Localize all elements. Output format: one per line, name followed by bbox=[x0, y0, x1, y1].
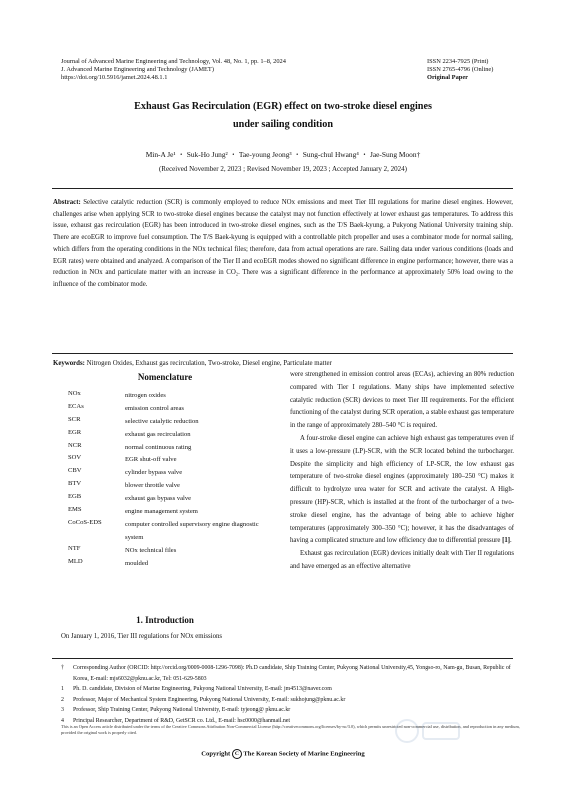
copyright-icon: C bbox=[232, 749, 242, 759]
copyright-prefix: Copyright bbox=[201, 750, 231, 758]
footnote bbox=[61, 684, 521, 695]
abstract bbox=[53, 197, 513, 291]
right-column bbox=[290, 369, 514, 574]
divider-abstract-bottom bbox=[52, 353, 513, 354]
nomenclature-definition: EGR shut-off valve bbox=[125, 456, 177, 464]
section-title-introduction: 1. Introduction bbox=[136, 615, 194, 625]
footnote-text: Ph. D. candidate, Division of Marine Engineering, Pukyong National University, E-mail: jm4513@naver.com bbox=[73, 686, 332, 692]
title-line-1: Exhaust Gas Recirculation (EGR) effect on two-stroke diesel engines bbox=[134, 101, 432, 112]
nomenclature-abbr: NTF bbox=[68, 544, 81, 552]
license-notice: This is an Open Access article distributed under the terms of the Creative Commons Attribution Non-Commercial License (http://creativecommons.org/licenses/by-nc/3.0), which permits unrestricted non-commercial use, distribution, and reproduction in any medium, provided the original work is properly cited. bbox=[61, 724, 520, 735]
nomenclature-row bbox=[68, 467, 278, 480]
nomenclature-abbr: BTV bbox=[68, 480, 82, 488]
footnote-text: Professor, Ship Training Center, Pukyong National University, E-mail: tyjeong@ pknu.ac.kr bbox=[73, 707, 291, 713]
citation-ref-1[interactable]: [1] bbox=[502, 537, 511, 545]
journal-citation: Journal of Advanced Marine Engineering and Technology, Vol. 48, No. 1, pp. 1–8, 2024 bbox=[61, 58, 286, 65]
nomenclature-row bbox=[68, 506, 278, 519]
issn-online: ISSN 2765-4796 (Online) bbox=[427, 66, 494, 74]
keywords-label: Keywords: bbox=[53, 360, 85, 367]
issn-print: ISSN 2234-7925 (Print) bbox=[427, 58, 489, 65]
intro-paragraph-2: A four-stroke diesel engine can achieve high exhaust gas temperatures even if it uses a low-pressure (LP)-SCR, with the SCR located behind the turbocharger. Despite the simplicity and high efficiency of LP-SCR, the low exhaust gas temperature of two-stroke diesel engines (approximately 180–250 °C) makes it difficult to hydrolyze urea water for SCR and activate the catalyst. A High-pressure (HP)-SCR, which is installed at the front of the turbocharger of a two-stroke diesel engine, has the advantage of being able to achieve higher temperatures (approximately 300–350 °C); however, it has the disadvantages of having a complicated structure and low efficiency due to differential pressure [1]. bbox=[290, 434, 514, 545]
nomenclature-abbr: MLD bbox=[68, 557, 83, 565]
nomenclature-abbr: SOV bbox=[68, 454, 82, 462]
nomenclature-abbr: CoCoS-EDS bbox=[68, 518, 102, 526]
footnote-mark: 2 bbox=[61, 696, 64, 703]
nomenclature-row bbox=[68, 519, 278, 545]
nomenclature-title: Nomenclature bbox=[137, 372, 193, 382]
nomenclature-abbr: CBV bbox=[68, 467, 82, 475]
nomenclature-abbr: NOx bbox=[68, 390, 81, 397]
title-line-2: under sailing condition bbox=[232, 119, 334, 130]
nomenclature-definition: moulded bbox=[125, 559, 149, 567]
keywords-text: Nitrogen Oxides, Exhaust gas recirculation, Two-stroke, Diesel engine, Particulate matter bbox=[86, 360, 332, 367]
nomenclature-definition: computer controlled supervisory engine diagnostic system bbox=[125, 520, 259, 541]
footnote-text: Principal Researcher, Department of R&D, GetSCR co. Ltd., E-mail: hsc0000@hanmail.net bbox=[73, 717, 291, 724]
nomenclature-row bbox=[68, 480, 278, 493]
nomenclature-abbr: SCR bbox=[68, 415, 81, 423]
abstract-text: Selective catalytic reduction (SCR) is commonly employed to reduce NOx emissions and meet Tier III regulations for marine diesel engines. However, challenges arise when applying SCR to two-stroke diesel engines because the catalyst may not function effectively at lower exhaust gas temperatures. To address this issue, exhaust gas recirculation (EGR) has been introduced in two-stroke diesel engines, such as the T/S Baek-kyung, a Pukyong National University training ship. There are ecoEGR to improve fuel consumption. The T/S Baek-kyung is equipped with a controllable pitch propeller and uses a combinator mode for normal sailing, which differs from the operating conditions in the NOx technical files; therefore, data from actual operations are rare. Sailing data under various conditions (loads and EGR rates) were obtained and analyzed. A comparison of the Tier II and ecoEGR modes showed no significant difference in engine performance; however, there was a reduction in NOx and particulate matter with an increase in CO₂. There was a significant difference in the performance at approximately 50% load owing to the influence of the combinator mode. bbox=[53, 199, 513, 288]
nomenclature-list bbox=[68, 390, 278, 570]
divider-footnotes bbox=[52, 658, 513, 659]
intro-paragraph-start: On January 1, 2016, Tier III regulations for NOx emissions bbox=[61, 633, 223, 640]
nomenclature-abbr: ECAs bbox=[68, 402, 84, 410]
nomenclature-row bbox=[68, 545, 278, 558]
nomenclature-row bbox=[68, 416, 278, 429]
nomenclature-definition: selective catalytic reduction bbox=[125, 417, 199, 425]
nomenclature-row bbox=[68, 403, 278, 416]
paper-type: Original Paper bbox=[427, 74, 469, 82]
copyright-line bbox=[60, 749, 506, 759]
divider-top bbox=[52, 188, 513, 189]
author-list: Min-A Je¹ ・ Suk-Ho Jung² ・ Tae-young Jeong³ ・ Sung-chul Hwang⁴ ・ Jae-Sung Moon† bbox=[145, 150, 421, 159]
journal-short-name: J. Advanced Marine Engineering and Technology (JAMET) bbox=[61, 66, 214, 74]
nomenclature-definition: exhaust gas bypass valve bbox=[125, 495, 192, 503]
nomenclature-row bbox=[68, 493, 278, 506]
paper-title bbox=[60, 98, 506, 134]
nomenclature-definition: engine management system bbox=[125, 508, 198, 516]
footnote-mark: 3 bbox=[61, 707, 64, 713]
nomenclature-row bbox=[68, 390, 278, 403]
nomenclature-row bbox=[68, 429, 278, 442]
abstract-label: Abstract: bbox=[53, 199, 81, 206]
footnote-mark: 1 bbox=[61, 686, 64, 692]
footnote bbox=[61, 695, 521, 706]
nomenclature-definition: nitrogen oxides bbox=[125, 392, 166, 399]
footnote bbox=[61, 663, 521, 684]
nomenclature-row bbox=[68, 454, 278, 467]
nomenclature-abbr: EMS bbox=[68, 506, 82, 514]
nomenclature-abbr: EGR bbox=[68, 428, 82, 436]
nomenclature-abbr: EGB bbox=[68, 493, 82, 501]
copyright-holder: The Korean Society of Marine Engineering bbox=[243, 750, 365, 758]
nomenclature-definition: NOx technical files bbox=[125, 546, 177, 554]
nomenclature-definition: exhaust gas recirculation bbox=[125, 430, 191, 438]
intro-paragraph-2-text: A four-stroke diesel engine can achieve high exhaust gas temperatures even if it uses a low-pressure (LP)-SCR, with the SCR located behind the turbocharger. Despite the simplicity and high efficiency of LP-SCR, the low exhaust gas temperature of two-stroke diesel engines (approximately 180–250 °C) makes it difficult to hydrolyze urea water for SCR and activate the catalyst. A High-pressure (HP)-SCR, which is installed at the front of the turbocharger of a two-stroke diesel engine, has the advantage of being able to achieve higher temperatures (approximately 300–350 °C); however, it has the disadvantages of having a complicated structure and low efficiency due to differential pressure bbox=[290, 434, 514, 545]
watermark-logo bbox=[393, 714, 463, 748]
footnote-text: Professor, Major of Mechanical System Engineering, Pukyong National University, E-mail: sukhojung@pknu.ac.kr bbox=[73, 696, 346, 703]
nomenclature-row bbox=[68, 442, 278, 455]
footnote-mark: 4 bbox=[61, 717, 64, 724]
nomenclature-definition: blower throttle valve bbox=[125, 482, 180, 490]
intro-paragraph-3: Exhaust gas recirculation (EGR) devices initially dealt with Tier II regulations and have emerged as an effective alternative bbox=[290, 550, 514, 570]
footnote-text: Corresponding Author (ORCID: http://orcid.org/0009-0008-1296-7098): Ph.D candidate, Ship Training Center, Pukyong National University,45, Yongso-ro, Nam-gu, Busan, Republic of Korea, E-mail: mjs6032@pknu.ac.kr, Tel: 051-629-5803 bbox=[73, 665, 511, 682]
journal-header-left bbox=[61, 58, 391, 83]
nomenclature-definition: cylinder bypass valve bbox=[125, 469, 183, 477]
doi-link[interactable]: https://doi.org/10.5916/jamet.2024.48.1.1 bbox=[61, 74, 168, 82]
intro-paragraph-1-cont: were strengthened in emission control areas (ECAs), achieving an 80% reduction compared with Tier I regulations. Many ships have implemented selective catalytic reduction (SCR) devices to meet Tier III requirements. For the efficient functioning of the catalyst during SCR operation, a stable exhaust gas temperature in the range of approximately 280–540 °C is required. bbox=[290, 371, 514, 430]
footnote-mark: † bbox=[61, 665, 64, 671]
nomenclature-definition: emission control areas bbox=[125, 404, 184, 412]
nomenclature-abbr: NCR bbox=[68, 441, 82, 449]
keywords bbox=[53, 360, 513, 367]
nomenclature-definition: normal continuous rating bbox=[125, 443, 192, 451]
received-dates: (Received November 2, 2023 ; Revised November 19, 2023 ; Accepted January 2, 2024) bbox=[158, 165, 408, 173]
journal-header-right bbox=[427, 58, 547, 83]
nomenclature-row bbox=[68, 558, 278, 571]
